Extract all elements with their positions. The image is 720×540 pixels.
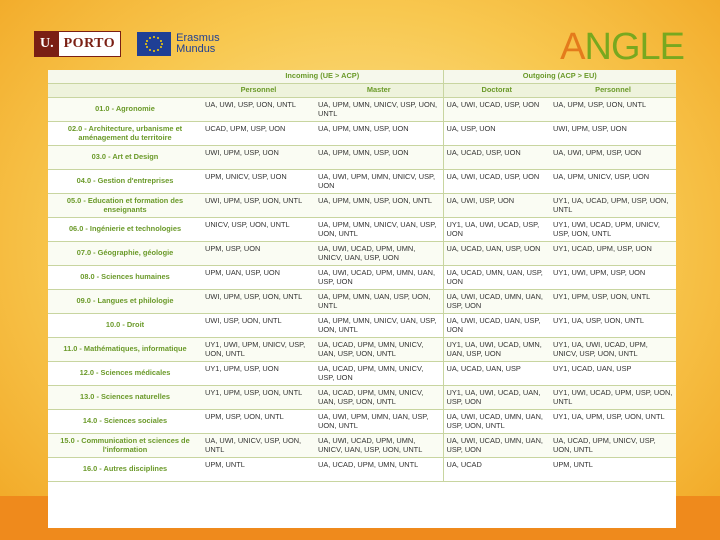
incoming-master-cell: UA, UPM, UMN, UAN, USP, UON, UNTL — [315, 290, 443, 314]
header-col-master: Master — [315, 84, 443, 98]
outgoing-personnel-cell: UA, UWI, UPM, USP, UON — [550, 146, 676, 170]
outgoing-personnel-cell: UPM, UNTL — [550, 458, 676, 482]
table-row — [48, 194, 676, 218]
table-row — [48, 410, 676, 434]
discipline-cell: 13.0 - Sciences naturelles — [48, 386, 202, 410]
table-row — [48, 170, 676, 194]
table-row — [48, 218, 676, 242]
table-body — [48, 98, 676, 482]
incoming-personnel-cell: UY1, UPM, USP, UON, UNTL — [202, 386, 315, 410]
discipline-cell: 01.0 - Agronomie — [48, 98, 202, 122]
outgoing-personnel-cell: UY1, UWI, UCAD, UPM, UNICV, USP, UON, UNTL — [550, 218, 676, 242]
discipline-cell: 06.0 - Ingénierie et technologies — [48, 218, 202, 242]
outgoing-personnel-cell: UY1, UCAD, UPM, USP, UON — [550, 242, 676, 266]
incoming-master-cell: UA, UWI, UCAD, UPM, UMN, UAN, USP, UON — [315, 266, 443, 290]
table-row — [48, 386, 676, 410]
incoming-personnel-cell: UCAD, UPM, USP, UON — [202, 122, 315, 146]
incoming-personnel-cell: UWI, USP, UON, UNTL — [202, 314, 315, 338]
incoming-personnel-cell: UA, UWI, USP, UON, UNTL — [202, 98, 315, 122]
discipline-cell: 02.0 - Architecture, urbanisme et aménagement du territoire — [48, 122, 202, 146]
outgoing-personnel-cell: UY1, UA, UPM, USP, UON, UNTL — [550, 410, 676, 434]
header-outgoing: Outgoing (ACP > EU) — [443, 70, 676, 84]
discipline-cell: 14.0 - Sciences sociales — [48, 410, 202, 434]
outgoing-doctorat-cell: UY1, UA, UWI, UCAD, UMN, UAN, USP, UON — [443, 338, 550, 362]
header-col-personnel-in: Personnel — [202, 84, 315, 98]
table-row — [48, 146, 676, 170]
incoming-personnel-cell: UPM, USP, UON, UNTL — [202, 410, 315, 434]
outgoing-doctorat-cell: UA, UWI, USP, UON — [443, 194, 550, 218]
angle-logo-rest: NGLE — [584, 26, 684, 68]
header-incoming: Incoming (UE > ACP) — [202, 70, 443, 84]
incoming-master-cell: UA, UWI, UCAD, UPM, UMN, UNICV, UAN, USP, UON, UNTL — [315, 434, 443, 458]
incoming-personnel-cell: UPM, UNICV, USP, UON — [202, 170, 315, 194]
outgoing-doctorat-cell: UA, UWI, UCAD, UAN, USP, UON — [443, 314, 550, 338]
uporto-logo-porto: PORTO — [63, 36, 116, 51]
incoming-personnel-cell: UWI, UPM, USP, UON, UNTL — [202, 290, 315, 314]
discipline-cell: 05.0 - Education et formation des enseignants — [48, 194, 202, 218]
discipline-cell: 11.0 - Mathématiques, informatique — [48, 338, 202, 362]
outgoing-personnel-cell: UY1, UA, UCAD, UPM, USP, UON, UNTL — [550, 194, 676, 218]
incoming-personnel-cell: UY1, UWI, UPM, UNICV, USP, UON, UNTL — [202, 338, 315, 362]
header-col-0 — [48, 84, 202, 98]
discipline-cell: 10.0 - Droit — [48, 314, 202, 338]
incoming-master-cell: UA, UPM, UMN, UNICV, UAN, USP, UON, UNTL — [315, 218, 443, 242]
discipline-cell: 12.0 - Sciences médicales — [48, 362, 202, 386]
outgoing-doctorat-cell: UY1, UA, UWI, UCAD, USP, UON — [443, 218, 550, 242]
incoming-master-cell: UA, UWI, UPM, UMN, UAN, USP, UON, UNTL — [315, 410, 443, 434]
discipline-cell: 16.0 - Autres disciplines — [48, 458, 202, 482]
mobility-table-container — [48, 70, 676, 528]
incoming-personnel-cell: UA, UWI, UNICV, USP, UON, UNTL — [202, 434, 315, 458]
outgoing-personnel-cell: UWI, UPM, USP, UON — [550, 122, 676, 146]
incoming-personnel-cell: UWI, UPM, USP, UON — [202, 146, 315, 170]
table-row — [48, 338, 676, 362]
incoming-master-cell: UA, UCAD, UPM, UMN, UNICV, USP, UON — [315, 362, 443, 386]
outgoing-doctorat-cell: UA, UWI, UCAD, UMN, UAN, USP, UON — [443, 290, 550, 314]
table-row — [48, 458, 676, 482]
outgoing-doctorat-cell: UA, UCAD, USP, UON — [443, 146, 550, 170]
erasmus-mundus-text — [176, 33, 219, 55]
table-row — [48, 314, 676, 338]
incoming-master-cell: UA, UPM, UMN, UNICV, UAN, USP, UON, UNTL — [315, 314, 443, 338]
incoming-master-cell: UA, UPM, UMN, UNICV, USP, UON, UNTL — [315, 98, 443, 122]
incoming-master-cell: UA, UCAD, UPM, UMN, UNTL — [315, 458, 443, 482]
angle-logo-a: A — [560, 26, 585, 68]
discipline-cell: 03.0 - Art et Design — [48, 146, 202, 170]
table-row — [48, 434, 676, 458]
header-col-doctorat: Doctorat — [443, 84, 550, 98]
outgoing-personnel-cell: UY1, UWI, UCAD, UPM, USP, UON, UNTL — [550, 386, 676, 410]
incoming-master-cell: UA, UWI, UCAD, UPM, UMN, UNICV, UAN, USP, UON — [315, 242, 443, 266]
discipline-cell: 07.0 - Géographie, géologie — [48, 242, 202, 266]
table-header-group-row — [48, 70, 676, 84]
outgoing-doctorat-cell: UA, UWI, UCAD, USP, UON — [443, 98, 550, 122]
table-row — [48, 290, 676, 314]
erasmus-line1: Erasmus — [176, 32, 220, 44]
outgoing-personnel-cell: UA, UPM, USP, UON, UNTL — [550, 98, 676, 122]
table-row — [48, 362, 676, 386]
outgoing-doctorat-cell: UY1, UA, UWI, UCAD, UAN, USP, UON — [443, 386, 550, 410]
outgoing-personnel-cell: UA, UPM, UNICV, USP, UON — [550, 170, 676, 194]
outgoing-personnel-cell: UY1, UCAD, UAN, USP — [550, 362, 676, 386]
erasmus-line2: Mundus — [176, 43, 216, 55]
outgoing-doctorat-cell: UA, UWI, UCAD, UMN, UAN, USP, UON — [443, 434, 550, 458]
table-row — [48, 242, 676, 266]
outgoing-personnel-cell: UA, UCAD, UPM, UNICV, USP, UON, UNTL — [550, 434, 676, 458]
discipline-cell: 04.0 - Gestion d'entreprises — [48, 170, 202, 194]
angle-logo — [560, 28, 684, 66]
uporto-logo-u: U. — [35, 32, 59, 56]
outgoing-doctorat-cell: UA, UWI, UCAD, UMN, UAN, USP, UON, UNTL — [443, 410, 550, 434]
outgoing-doctorat-cell: UA, UCAD, UAN, USP — [443, 362, 550, 386]
incoming-personnel-cell: UPM, UNTL — [202, 458, 315, 482]
table-row — [48, 98, 676, 122]
incoming-personnel-cell: UY1, UPM, USP, UON — [202, 362, 315, 386]
outgoing-personnel-cell: UY1, UPM, USP, UON, UNTL — [550, 290, 676, 314]
incoming-personnel-cell: UWI, UPM, USP, UON, UNTL — [202, 194, 315, 218]
outgoing-personnel-cell: UY1, UWI, UPM, USP, UON — [550, 266, 676, 290]
table-row — [48, 266, 676, 290]
incoming-master-cell: UA, UPM, UMN, USP, UON — [315, 146, 443, 170]
table-row — [48, 122, 676, 146]
outgoing-personnel-cell: UY1, UA, USP, UON, UNTL — [550, 314, 676, 338]
mobility-table — [48, 70, 676, 482]
header-blank — [48, 70, 202, 84]
discipline-cell: 15.0 - Communication et sciences de l'information — [48, 434, 202, 458]
discipline-cell: 08.0 - Sciences humaines — [48, 266, 202, 290]
eu-flag-icon — [137, 32, 171, 56]
discipline-cell: 09.0 - Langues et philologie — [48, 290, 202, 314]
incoming-master-cell: UA, UWI, UPM, UMN, UNICV, USP, UON — [315, 170, 443, 194]
outgoing-doctorat-cell: UA, UCAD, UMN, UAN, USP, UON — [443, 266, 550, 290]
outgoing-doctorat-cell: UA, UCAD — [443, 458, 550, 482]
erasmus-mundus-logo — [137, 32, 219, 56]
outgoing-personnel-cell: UY1, UA, UWI, UCAD, UPM, UNICV, USP, UON, UNTL — [550, 338, 676, 362]
incoming-master-cell: UA, UCAD, UPM, UMN, UNICV, UAN, USP, UON, UNTL — [315, 386, 443, 410]
outgoing-doctorat-cell: UA, UWI, UCAD, USP, UON — [443, 170, 550, 194]
uporto-logo — [34, 31, 121, 57]
header-col-personnel-out: Personnel — [550, 84, 676, 98]
incoming-personnel-cell: UPM, USP, UON — [202, 242, 315, 266]
incoming-personnel-cell: UPM, UAN, USP, UON — [202, 266, 315, 290]
incoming-personnel-cell: UNICV, USP, UON, UNTL — [202, 218, 315, 242]
table-header-row — [48, 84, 676, 98]
incoming-master-cell: UA, UCAD, UPM, UMN, UNICV, UAN, USP, UON, UNTL — [315, 338, 443, 362]
outgoing-doctorat-cell: UA, UCAD, UAN, USP, UON — [443, 242, 550, 266]
outgoing-doctorat-cell: UA, USP, UON — [443, 122, 550, 146]
incoming-master-cell: UA, UPM, UMN, USP, UON — [315, 122, 443, 146]
incoming-master-cell: UA, UPM, UMN, USP, UON, UNTL — [315, 194, 443, 218]
header-logos — [34, 30, 220, 58]
